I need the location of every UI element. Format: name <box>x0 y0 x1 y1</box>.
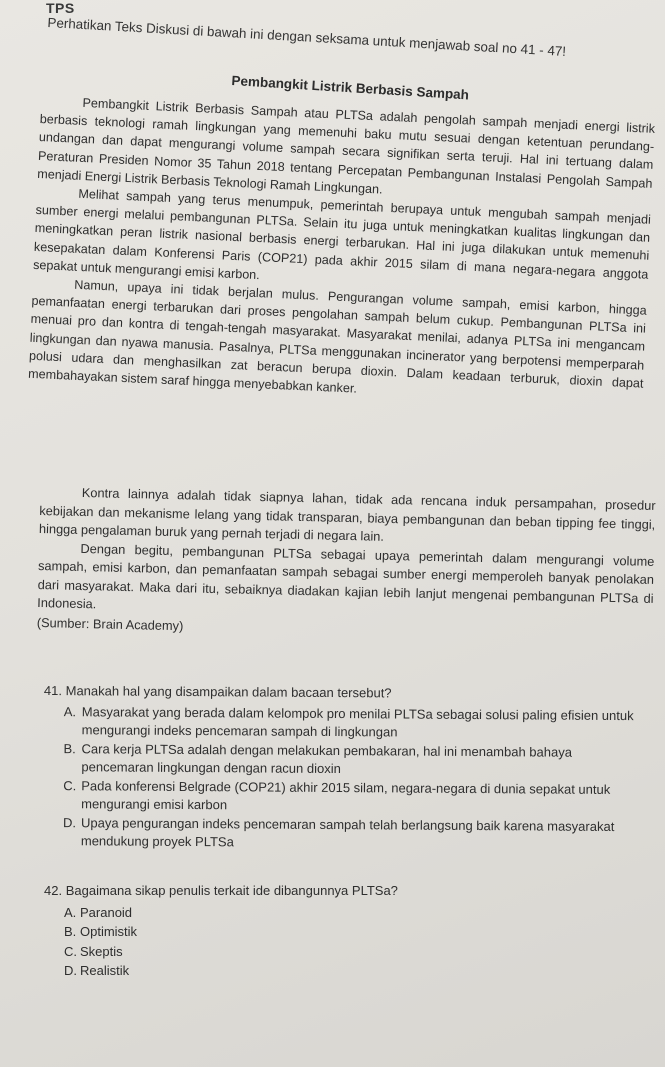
option-letter: A. <box>64 904 77 920</box>
article-body-lower <box>37 483 656 646</box>
article-paragraph-5: Dengan begitu, pembangunan PLTSa sebagai upaya pemerintah dalam mengurangi volume sampah, emisi karbon, dan pemanfaatan sampah sebagai sumber energi memperoleh banyak penolakan dari masyarakat. Maka dari itu, sebaiknya diadakan kajian lebih lanjut mengenai pembangunan PLTSa di Indonesia. <box>37 540 655 612</box>
answer-options <box>44 903 634 981</box>
option-text: Masyarakat yang berada dalam kelompok pro menilai PLTSa sebagai solusi paling efisien untuk mengurangi indeks pencemaran sampah di lingkungan <box>81 703 634 740</box>
answer-option-c[interactable] <box>63 777 633 818</box>
option-letter: C. <box>64 943 77 959</box>
question-number: 41. <box>43 683 63 699</box>
article-paragraph-2: Melihat sampah yang terus menumpuk, pemerintah berupaya untuk mengubah sampah menjadi sumber energi melalui pembangunan PLTSa. Selain itu juga untuk meningkatkan kualitas lingkungan dan meningkatkan peran listrik nasional berbasis energi terbarukan. Hal ini juga dilakukan untuk memenuhi kesepakatan dalam Konferensi Paris (COP21) pada akhir 2015 silam di mana negara-negara anggota sepakat untuk mengurangi emisi karbon. <box>32 186 652 282</box>
option-text: Paranoid <box>80 904 133 920</box>
option-letter: C. <box>63 777 77 793</box>
section-tag: TPS <box>46 0 75 16</box>
option-text: Skeptis <box>80 943 123 959</box>
option-text: Optimistik <box>80 924 138 939</box>
option-letter: B. <box>63 740 76 756</box>
question-stem <box>44 882 634 901</box>
article-body-upper <box>28 92 656 411</box>
option-text: Pada konferensi Belgrade (COP21) akhir 2015 silam, negara-negara di dunia sepakat untuk mengurangi emisi karbon <box>81 777 611 813</box>
option-letter: D. <box>64 963 77 978</box>
answer-option-b[interactable] <box>63 740 633 781</box>
question-42 <box>44 882 634 981</box>
question-text: Bagaimana sikap penulis terkait ide dibangunnya PLTSa? <box>65 883 398 898</box>
answer-option-a[interactable] <box>64 703 634 744</box>
article-paragraph-3: Namun, upaya ini tidak berjalan mulus. Pengurangan volume sampah, emisi karbon, hingga pemanfaatan energi terbarukan dari proses pengolahan sampah belum cukup. Pembangunan PLTSa ini menuai pro dan kontra di tengah-tengah masyarakat. Masyarakat menilai, adanya PLTSa ini mengancam lingkungan dan nyawa manusia. Pasalnya, PLTSa menggunakan incinerator yang berpotensi memperparah polusi udara dan menghasilkan zat beracun berupa dioxin. Dalam keadaan terburuk, dioxin dapat membahayakan sistem saraf hingga menyebabkan kanker. <box>27 277 648 396</box>
article-paragraph-1: Pembangkit Listrik Berbasis Sampah atau PLTSa adalah pengolah sampah menjadi energi listrik berbasis teknologi ramah lingkungan yang memenuhi baku mutu sesuai dengan ketentuan perundang-undangan dan dapat mengurangi volume sampah secara signifikan serta teruji. Hal ini tertuang dalam Peraturan Presiden Nomor 35 Tahun 2018 tentang Percepatan Pembangunan Instalasi Pengolah Sampah menjadi Energi Listrik Berbasis Teknologi Ramah Lingkungan. <box>36 95 656 197</box>
option-letter: A. <box>63 703 77 719</box>
answer-option-a[interactable] <box>64 903 634 923</box>
answer-options <box>43 702 634 854</box>
option-letter: B. <box>64 924 77 939</box>
option-text: Realistik <box>80 963 130 978</box>
option-letter: D. <box>62 814 77 830</box>
article-title: Pembangkit Listrik Berbasis Sampah <box>231 73 470 103</box>
answer-option-c[interactable] <box>64 942 634 962</box>
answer-option-d[interactable] <box>63 814 633 855</box>
question-stem <box>44 682 634 705</box>
article-source: (Sumber: Brain Academy) <box>36 614 184 633</box>
option-text: Upaya pengurangan indeks pencemaran sampah telah berlangsung baik karena masyarakat mendukung proyek PLTSa <box>80 814 615 850</box>
question-text: Manakah hal yang disampaikan dalam bacaan tersebut? <box>65 683 392 701</box>
reading-instruction: Perhatikan Teks Diskusi di bawah ini dengan seksama untuk menjawab soal no 41 - 47! <box>47 14 567 59</box>
option-text: Cara kerja PLTSa adalah dengan melakukan pembakaran, hal ini menambah bahaya pencemaran lingkungan dengan racun dioxin <box>81 740 573 777</box>
question-number: 42. <box>44 883 63 898</box>
answer-option-d[interactable] <box>64 961 634 981</box>
question-41 <box>43 682 634 855</box>
article-paragraph-4: Kontra lainnya adalah tidak siapnya lahan, tidak ada rencana induk persampahan, prosedur kebijakan dan mekanisme lelang yang tidak transparan, biaya pembangunan dan beban tipping fee tinggi, hingga pengalaman buruk yang pernah terjadi di negara lain. <box>38 484 656 544</box>
answer-option-b[interactable] <box>64 922 634 942</box>
